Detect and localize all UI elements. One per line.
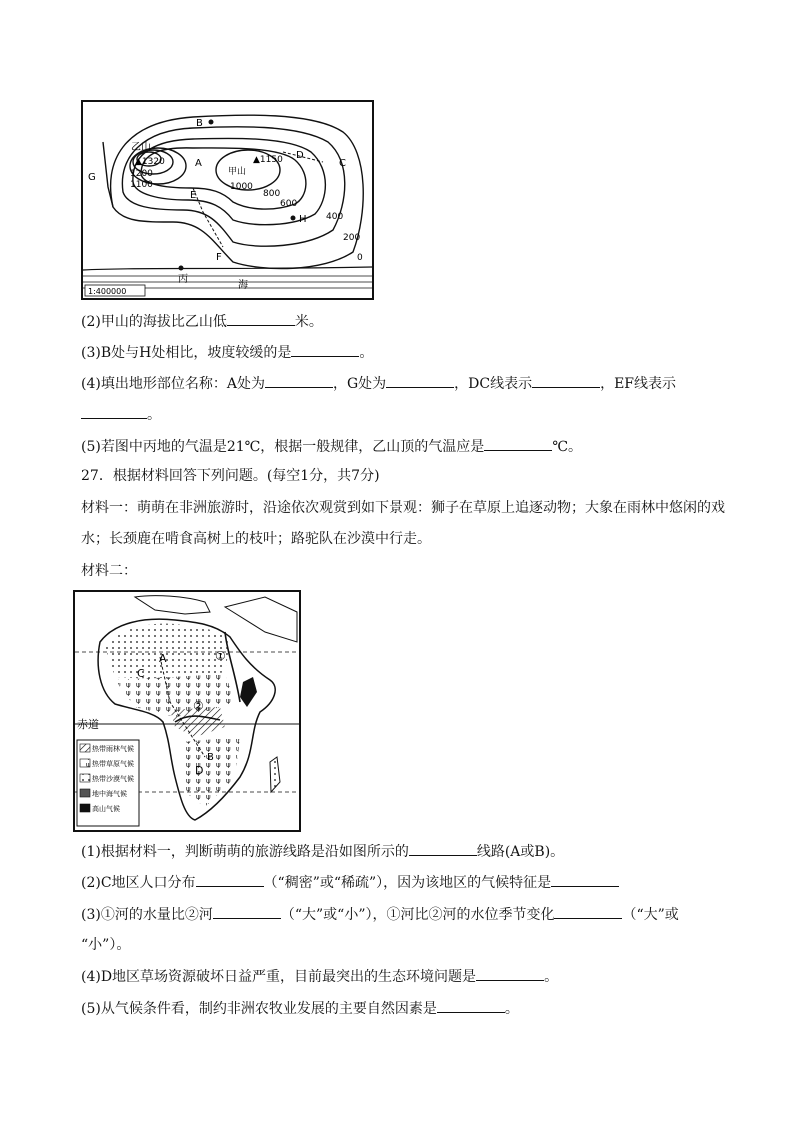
legend-mediterranean: 地中海气候 bbox=[92, 790, 127, 798]
contour-label-800: 800 bbox=[263, 189, 281, 199]
point-a-label: A bbox=[195, 158, 202, 169]
material-1-line-1: 材料一：萌萌在非洲旅游时，沿途依次观赏到如下景观：狮子在草原上追逐动物；大象在雨林中悠闲的戏 bbox=[81, 500, 725, 516]
answer-blank[interactable] bbox=[437, 998, 505, 1013]
point-g-label: G bbox=[88, 172, 96, 183]
question-27-3: (3)①河的水量比②河 （“大”或“小”），①河比②河的水位季节变化 （“大”或 bbox=[81, 904, 679, 925]
answer-blank[interactable] bbox=[476, 966, 544, 981]
question-27-5: (5)从气候条件看，制约非洲农牧业发展的主要自然因素是 。 bbox=[81, 998, 519, 1019]
answer-blank[interactable] bbox=[265, 373, 333, 388]
contour-label-1100: 1100 bbox=[130, 180, 153, 190]
village-label: 丙 bbox=[178, 274, 188, 285]
material-2-label: 材料二： bbox=[81, 563, 137, 579]
answer-blank[interactable] bbox=[291, 342, 359, 357]
contour-map bbox=[81, 100, 374, 300]
question-2: (2)甲山的海拔比乙山低 米。 bbox=[81, 311, 323, 332]
answer-blank[interactable] bbox=[484, 436, 552, 451]
legend-desert: 热带沙漠气候 bbox=[92, 775, 134, 783]
point-b-label: B bbox=[196, 118, 203, 129]
scale-label: 1:400000 bbox=[88, 287, 127, 296]
question-27-1: (1)根据材料一，判断萌萌的旅游线路是沿如图所示的 线路(A或B)。 bbox=[81, 841, 564, 862]
question-4: (4)填出地形部位名称：A处为 ，G处为 ，DC线表示 ，EF线表示 bbox=[81, 373, 676, 394]
legend-highland: 高山气候 bbox=[92, 805, 120, 813]
point-f-label: F bbox=[216, 252, 222, 263]
route-a-label: A bbox=[159, 652, 167, 665]
question-3: (3)B处与H处相比，坡度较缓的是 。 bbox=[81, 342, 373, 363]
material-1-line-2: 水；长颈鹿在啃食高树上的枝叶；路驼队在沙漠中行走。 bbox=[81, 531, 431, 547]
answer-blank[interactable] bbox=[551, 872, 619, 887]
point-c-label: C bbox=[339, 158, 346, 169]
contour-label-1200: 1200 bbox=[130, 169, 153, 179]
contour-label-1000: 1000 bbox=[230, 182, 253, 192]
question-5: (5)若图中丙地的气温是21℃，根据一般规律，乙山顶的气温应是 ℃。 bbox=[81, 436, 582, 457]
contour-label-600: 600 bbox=[280, 199, 298, 209]
question-4-cont: 。 bbox=[81, 404, 161, 425]
point-h-label: H bbox=[299, 214, 307, 225]
river-1-label: ① bbox=[215, 649, 226, 663]
village-dot bbox=[179, 266, 184, 271]
answer-blank[interactable] bbox=[227, 311, 295, 326]
river-2-label: ② bbox=[193, 699, 204, 713]
region-c-label: C bbox=[137, 667, 145, 680]
answer-blank[interactable] bbox=[196, 872, 264, 887]
region-d-label: D bbox=[195, 764, 204, 777]
answer-blank[interactable] bbox=[409, 841, 477, 856]
point-e-label: E bbox=[190, 190, 197, 201]
sea-label: 海 bbox=[238, 280, 248, 291]
question-27-2: (2)C地区人口分布 （“稠密”或“稀疏”），因为该地区的气候特征是 bbox=[81, 872, 619, 893]
legend-savanna: 热带草原气候 bbox=[92, 760, 134, 768]
peak-yi-height: ▲1320 bbox=[135, 157, 165, 167]
contour-label-0: 0 bbox=[357, 253, 363, 263]
africa-climate-map bbox=[73, 590, 301, 832]
question-27-title: 27．根据材料回答下列问题。(每空1分，共7分) bbox=[81, 468, 380, 484]
legend-rainforest: 热带雨林气候 bbox=[92, 745, 134, 753]
answer-blank[interactable] bbox=[81, 404, 147, 419]
peak-jia-label: 甲山 bbox=[228, 167, 247, 177]
route-b-label: B bbox=[207, 752, 214, 763]
peak-jia-height: ▲1150 bbox=[253, 155, 283, 165]
peak-yi-label: 乙山 bbox=[131, 142, 151, 153]
answer-blank[interactable] bbox=[213, 904, 281, 919]
contour-label-200: 200 bbox=[343, 233, 361, 243]
equator-label: 赤道 bbox=[77, 718, 99, 731]
contour-label-400: 400 bbox=[326, 212, 344, 222]
point-d-label: D bbox=[296, 150, 304, 161]
answer-blank[interactable] bbox=[386, 373, 454, 388]
question-27-3-cont: “小”）。 bbox=[81, 937, 131, 953]
contour-map-svg bbox=[83, 102, 372, 298]
question-27-4: (4)D地区草场资源破坏日益严重，目前最突出的生态环境问题是 。 bbox=[81, 966, 558, 987]
point-h-dot bbox=[291, 216, 296, 221]
answer-blank[interactable] bbox=[554, 904, 622, 919]
point-b-dot bbox=[209, 120, 214, 125]
answer-blank[interactable] bbox=[532, 373, 600, 388]
africa-map-svg bbox=[75, 592, 299, 830]
